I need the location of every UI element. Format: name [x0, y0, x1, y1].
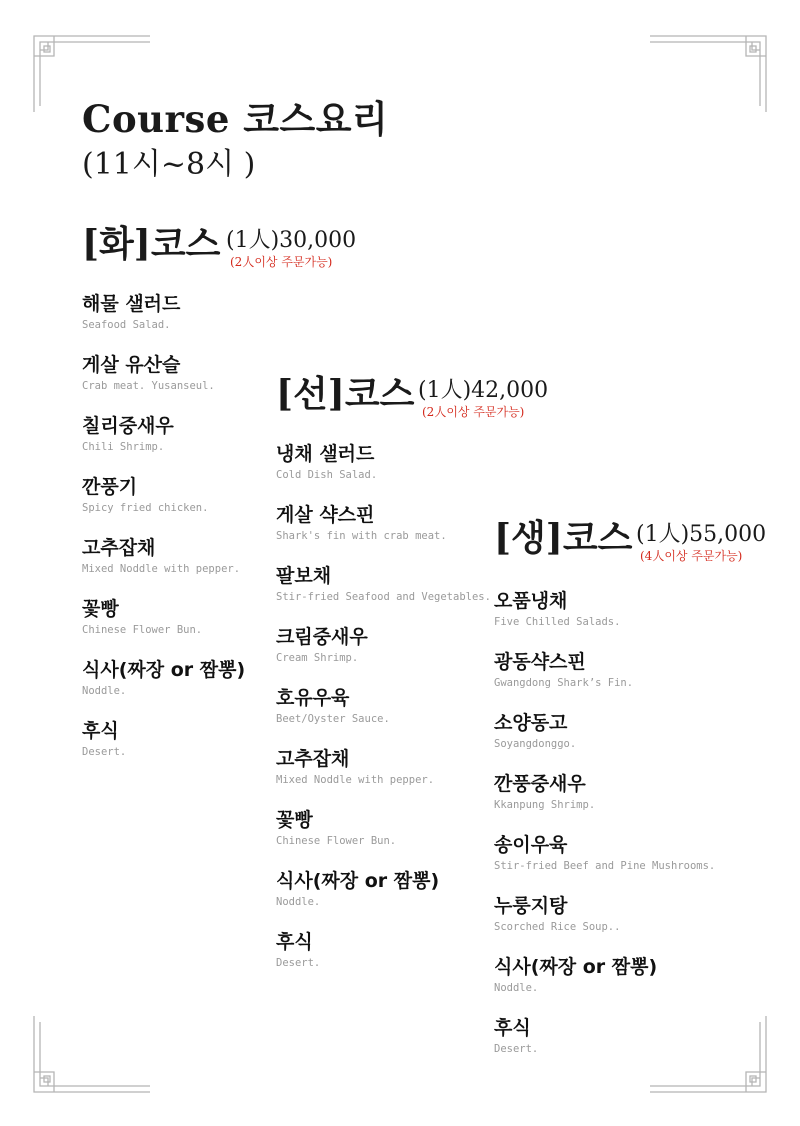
page-title: Course 코스요리 — [82, 97, 389, 141]
menu-item-english: Kkanpung Shrimp. — [494, 799, 596, 811]
menu-item-english: Chinese Flower Bun. — [276, 835, 397, 847]
menu-item-korean: 오품냉채 — [494, 590, 568, 612]
menu-item-korean: 게살 유산슬 — [82, 354, 181, 376]
menu-item-english: Noddle. — [82, 685, 127, 697]
menu-item-korean: 식사(짜장 or 짬뽕) — [276, 870, 440, 892]
menu-item-korean: 꽃빵 — [276, 809, 313, 831]
course-min-order-note: (2人이상 주문가능) — [422, 405, 525, 419]
menu-item-korean: 호유우육 — [276, 687, 350, 709]
menu-item-english: Mixed Noddle with pepper. — [82, 563, 241, 575]
menu-item — [82, 536, 245, 597]
menu-item — [276, 930, 491, 991]
menu-item-korean: 누룽지탕 — [494, 895, 568, 917]
menu-item — [276, 686, 491, 747]
menu-item — [82, 658, 245, 719]
course-menu-list — [276, 442, 491, 991]
menu-item-korean: 냉채 샐러드 — [276, 443, 375, 465]
menu-item-english: Beet/Oyster Sauce. — [276, 713, 390, 725]
course-price: (1人)42,000 — [418, 378, 549, 403]
menu-item-english: Mixed Noddle with pepper. — [276, 774, 435, 786]
menu-item — [494, 711, 715, 772]
course-header — [494, 516, 767, 570]
course-name: [선]코스 — [276, 373, 415, 415]
menu-item — [494, 650, 715, 711]
menu-item-korean: 소양동고 — [494, 712, 568, 734]
menu-item-english: Scorched Rice Soup.. — [494, 921, 621, 933]
menu-item-english: Noddle. — [494, 982, 539, 994]
course-menu-list — [82, 292, 245, 780]
menu-item-korean: 후식 — [82, 720, 119, 742]
menu-item-korean: 깐풍기 — [82, 476, 138, 498]
menu-item — [276, 869, 491, 930]
menu-item-english: Gwangdong Shark’s Fin. — [494, 677, 634, 689]
menu-item-english: Chinese Flower Bun. — [82, 624, 203, 636]
menu-item-english: Soyangdonggo. — [494, 738, 577, 750]
menu-item — [276, 808, 491, 869]
menu-item-english: Noddle. — [276, 896, 321, 908]
menu-item-korean: 깐풍중새우 — [494, 773, 586, 795]
menu-item-english: Desert. — [276, 957, 321, 969]
menu-item — [82, 414, 245, 475]
corner-ornament-bottom-left — [32, 1014, 152, 1094]
menu-item-english: Five Chilled Salads. — [494, 616, 621, 628]
menu-item-english: Cream Shrimp. — [276, 652, 359, 664]
menu-item-english: Chili Shrimp. — [82, 441, 165, 453]
menu-item — [276, 442, 491, 503]
menu-item — [494, 1016, 715, 1077]
course-price: (1人)55,000 — [636, 522, 767, 547]
corner-ornament-top-right — [648, 34, 768, 114]
menu-item — [494, 589, 715, 650]
menu-item-korean: 후식 — [276, 931, 313, 953]
menu-item-korean: 칠리중새우 — [82, 415, 174, 437]
menu-item — [276, 503, 491, 564]
menu-item-korean: 게살 샥스핀 — [276, 504, 375, 526]
menu-item-korean: 송이우육 — [494, 834, 568, 856]
menu-item — [276, 625, 491, 686]
menu-item-korean: 식사(짜장 or 짬뽕) — [82, 659, 246, 681]
course-min-order-note: (4人이상 주문가능) — [640, 549, 743, 563]
menu-item — [494, 894, 715, 955]
menu-item-korean: 광동샥스핀 — [494, 651, 586, 673]
course-header — [276, 372, 549, 426]
menu-item-english: Stir-fried Seafood and Vegetables. — [276, 591, 491, 603]
menu-item — [494, 955, 715, 1016]
menu-item — [494, 772, 715, 833]
menu-item-english: Cold Dish Salad. — [276, 469, 378, 481]
menu-item-english: Shark's fin with crab meat. — [276, 530, 447, 542]
menu-item-english: Desert. — [494, 1043, 539, 1055]
menu-item — [82, 353, 245, 414]
menu-item-korean: 팔보채 — [276, 565, 332, 587]
menu-item-korean: 후식 — [494, 1017, 531, 1039]
course-header — [82, 222, 357, 276]
menu-item — [82, 475, 245, 536]
menu-item-korean: 고추잡채 — [276, 748, 350, 770]
menu-item-english: Spicy fried chicken. — [82, 502, 209, 514]
course-menu-list — [494, 589, 715, 1077]
menu-item — [494, 833, 715, 894]
menu-item-english: Seafood Salad. — [82, 319, 171, 331]
menu-item — [82, 292, 245, 353]
menu-item — [276, 564, 491, 625]
menu-item-english: Crab meat. Yusanseul. — [82, 380, 215, 392]
menu-item — [82, 597, 245, 658]
course-name: [생]코스 — [494, 517, 633, 559]
menu-item-korean: 고추잡채 — [82, 537, 156, 559]
menu-item-korean: 식사(짜장 or 짬뽕) — [494, 956, 658, 978]
menu-item-korean: 해물 샐러드 — [82, 293, 181, 315]
menu-item-korean: 크림중새우 — [276, 626, 368, 648]
course-saeng — [494, 516, 767, 1055]
course-name: [화]코스 — [82, 223, 221, 265]
menu-item — [276, 747, 491, 808]
menu-item-korean: 꽃빵 — [82, 598, 119, 620]
menu-item-english: Stir-fried Beef and Pine Mushrooms. — [494, 860, 716, 872]
course-price: (1人)30,000 — [226, 228, 357, 253]
hours-subtitle: (11시~8시 ) — [82, 147, 256, 182]
course-min-order-note: (2人이상 주문가능) — [230, 255, 333, 269]
menu-item-english: Desert. — [82, 746, 127, 758]
menu-item — [82, 719, 245, 780]
